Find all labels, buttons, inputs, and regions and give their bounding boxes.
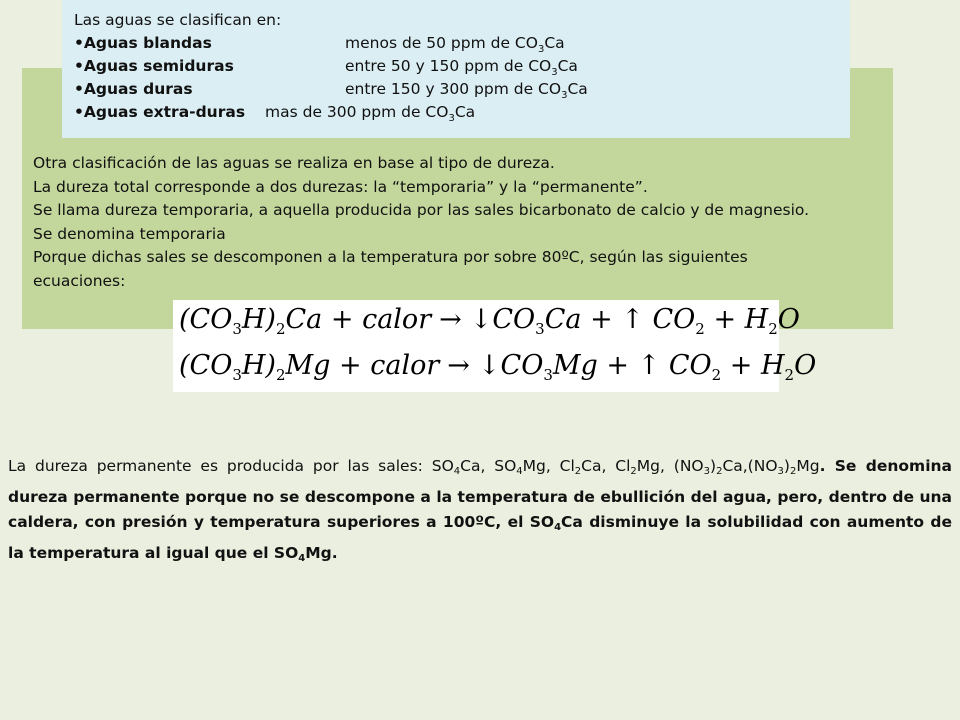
equations-image xyxy=(173,300,817,392)
hardness-line-3: Se llama dureza temporaria, a aquella producida por las sales bicarbonato de calcio y de magnesio. Se denomina temporaria xyxy=(33,201,810,243)
classification-box xyxy=(62,0,850,138)
item-label: Aguas semiduras xyxy=(83,57,234,75)
down-arrow-icon: ↓ xyxy=(477,350,501,381)
bullet: • xyxy=(74,80,84,98)
item-label: Aguas blandas xyxy=(83,34,212,52)
up-arrow-icon: ↑ xyxy=(637,350,661,381)
equation-calcium: $(CO_3H)_2Ca$ + calor → $↓CO_3Ca$ + ↑ $CO_2 + H_2O$ xyxy=(179,304,800,338)
item-label: Aguas extra-duras xyxy=(83,103,246,121)
classification-item xyxy=(62,78,850,101)
classification-item xyxy=(62,55,850,78)
hardness-line-1: Otra clasificación de las aguas se realiza en base al tipo de dureza. xyxy=(33,154,555,172)
item-label: Aguas duras xyxy=(83,80,193,98)
permanent-hardness-paragraph: La dureza permanente es producida por las sales: $SO_4Ca$, $SO_4Mg$, $Cl_2Ca$, $Cl_2Mg$, $(NO_3)_2Ca,(NO_3)_2Mg$. Se denomina dureza permanente porque no se descompone a la temperatura de ebullición del agua, pero, dentro de una caldera, con presión y temperatura superiores a 100ºC, el $SO_4Ca$ disminuye la solubilidad con aumento de la temperatura al igual que el $SO_4Mg$. xyxy=(8,457,953,564)
item-value: entre 150 y 300 ppm de $CO_3Ca$ xyxy=(345,80,588,102)
bullet: • xyxy=(74,103,84,121)
classification-title-row xyxy=(62,9,850,32)
hardness-line-4: Porque dichas sales se descomponen a la temperatura por sobre 80ºC, según las siguientes ecuaciones: xyxy=(33,248,748,290)
bullet: • xyxy=(74,57,84,75)
item-value: menos de 50 ppm de $CO_3Ca$ xyxy=(345,34,565,56)
item-value: entre 50 y 150 ppm de $CO_3Ca$ xyxy=(345,57,578,79)
arrow-icon: → xyxy=(439,304,462,335)
down-arrow-icon: ↓ xyxy=(469,304,493,335)
equation-magnesium: $(CO_3H)_2Mg$ + calor → $↓CO_3Mg$ + ↑ $CO_2 + H_2O$ xyxy=(179,350,817,384)
bullet: • xyxy=(74,34,84,52)
classification-title: Las aguas se clasifican en: xyxy=(74,11,282,29)
classification-item xyxy=(62,101,850,124)
hardness-text xyxy=(33,152,833,293)
item-value: mas de 300 ppm de $CO_3Ca$ xyxy=(265,103,476,125)
classification-item xyxy=(62,32,850,55)
arrow-icon: → xyxy=(447,350,470,381)
hardness-line-2: La dureza total corresponde a dos durezas: la “temporaria” y la “permanente”. xyxy=(33,177,648,196)
up-arrow-icon: ↑ xyxy=(621,304,644,335)
